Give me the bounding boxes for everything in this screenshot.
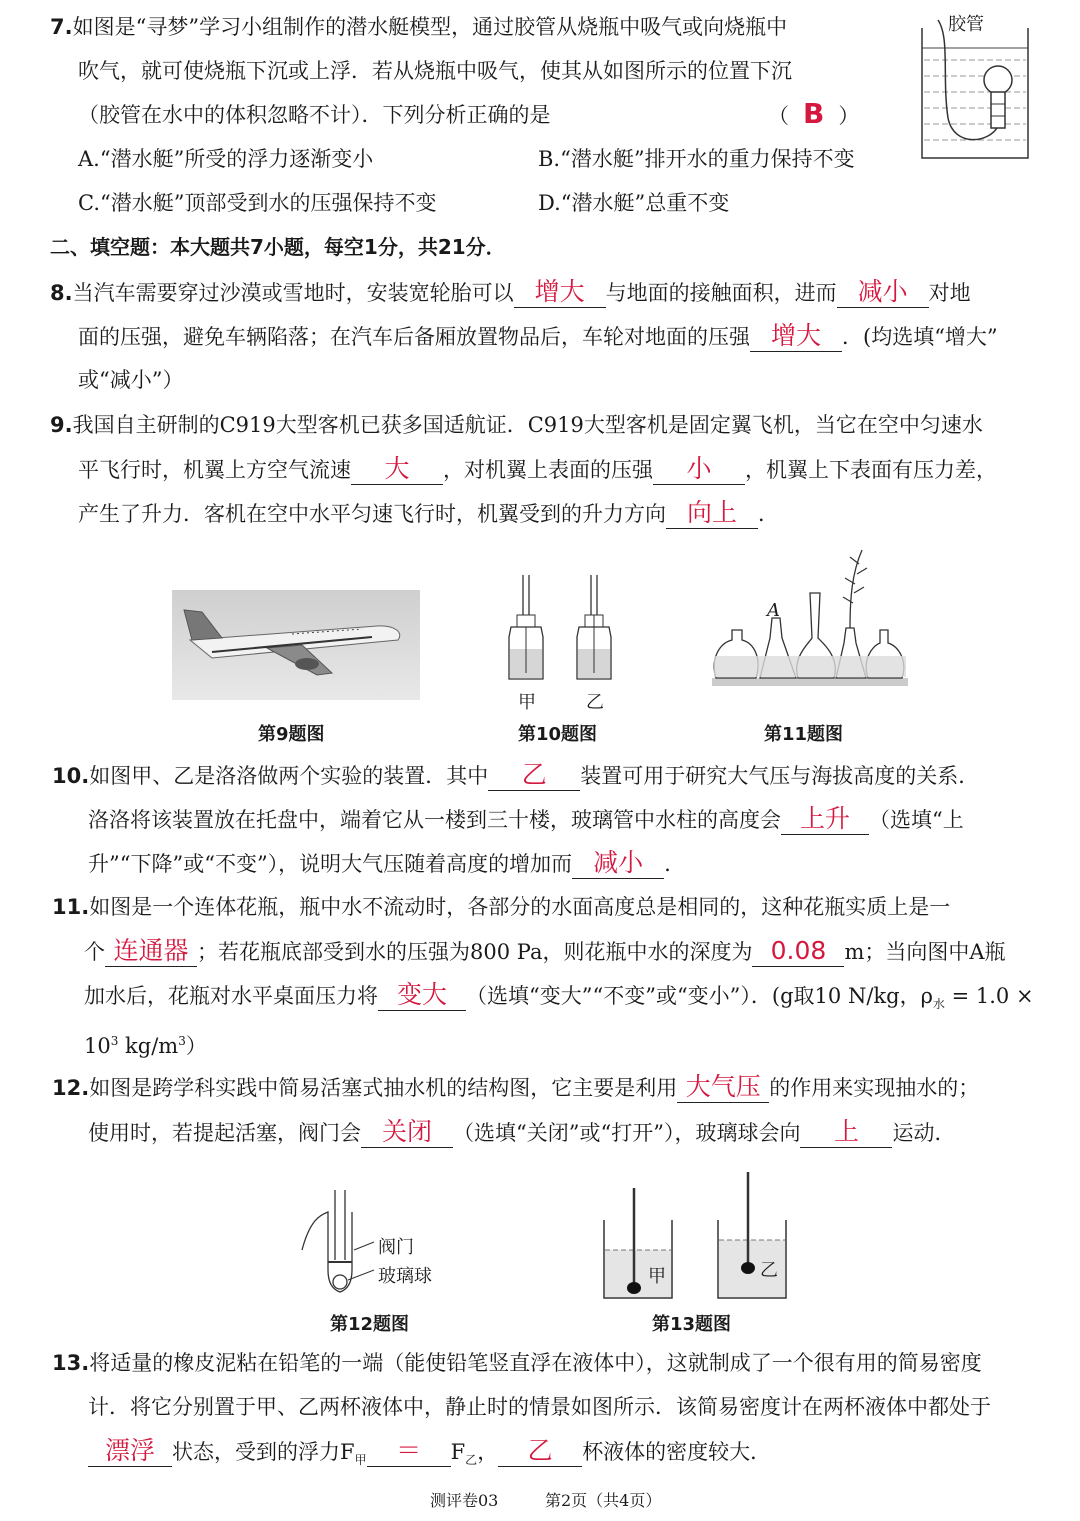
q9-blank-2[interactable]: 小 (653, 454, 745, 485)
q13-line2: 计．将它分别置于甲、乙两杯液体中，静止时的情景如图所示．该简易密度计在两杯液体中都处于 (88, 1395, 991, 1419)
q7-fig-label-tube: 胶管 (948, 14, 984, 35)
q9-airplane-photo (172, 590, 420, 700)
q7-option-d: D.“潜水艇”总重不变 (538, 191, 730, 215)
q10-line3: 升”“下降”或“不变”），说明大气压随着高度的增加而 减小 ． (88, 848, 686, 877)
q12-pump-figure (300, 1190, 390, 1320)
q8-blank-2[interactable]: 减小 (837, 277, 929, 308)
q11-blank-1[interactable]: 连通器 (105, 936, 197, 967)
q7-answer: B (803, 97, 825, 130)
q7-line3: （胶管在水中的体积忽略不计）．下列分析正确的是 (78, 103, 551, 127)
footer-test-id: 测评卷03 (430, 1491, 499, 1510)
question-number: 7. (50, 15, 73, 39)
q11-blank-3[interactable]: 变大 (378, 980, 466, 1011)
q13-blank-1[interactable]: 漂浮 (88, 1436, 172, 1467)
q7-option-b: B.“潜水艇”排开水的重力保持不变 (538, 147, 855, 171)
fig9-caption: 第9题图 (258, 724, 325, 745)
q12-blank-3[interactable]: 上 (800, 1117, 892, 1148)
q9-blank-1[interactable]: 大 (351, 454, 443, 485)
q9-blank-3[interactable]: 向上 (666, 498, 758, 529)
q8-line2: 面的压强，避免车辆陷落；在汽车后备厢放置物品后，车轮对地面的压强 增大 ．(均选填“增大” (78, 321, 998, 350)
section-heading: 二、填空题：本大题共7小题，每空1分，共21分． (50, 235, 506, 259)
q9-line1: 9.我国自主研制的C919大型客机已获多国适航证．C919大型客机是固定翼飞机，当它在空中匀速水 (50, 413, 983, 437)
q10-line1: 10.如图甲、乙是洛洛做两个实验的装置．其中 乙 装置可用于研究大气压与海拔高度的关系． (52, 760, 980, 789)
fig11-caption: 第11题图 (764, 724, 844, 745)
fig12-label-ball: 玻璃球 (378, 1266, 432, 1287)
fig13-label-jia: 甲 (648, 1266, 666, 1287)
q13-blank-2[interactable]: ＝ (367, 1436, 451, 1467)
footer-page-number: 第2页（共4页） (545, 1491, 662, 1510)
q8-blank-1[interactable]: 增大 (514, 277, 606, 308)
q13-beakers-figure (598, 1180, 798, 1300)
q13-blank-3[interactable]: 乙 (498, 1436, 582, 1467)
q10-bottles-figure (505, 575, 615, 685)
q12-blank-2[interactable]: 关闭 (361, 1117, 453, 1148)
q11-blank-2[interactable]: 0.08 (752, 936, 844, 967)
q9-line3: 产生了升力．客机在空中水平匀速飞行时，机翼受到的升力方向 向上 ． (78, 498, 779, 527)
fig10-caption: 第10题图 (518, 724, 598, 745)
q11-vase-figure (712, 548, 912, 688)
q13-line1: 13.将适量的橡皮泥粘在铅笔的一端（能使铅笔竖直浮在液体中），这就制成了一个很有用的简易密度 (52, 1351, 982, 1375)
q7-line1: 7.如图是“寻梦”学习小组制作的潜水艇模型，通过胶管从烧瓶中吸气或向烧瓶中 (50, 15, 788, 39)
q11-line1: 11.如图是一个连体花瓶，瓶中水不流动时，各部分的水面高度总是相同的，这种花瓶实质上是一 (52, 895, 951, 919)
q13-line3: 漂浮 状态，受到的浮力$F_甲 = F_乙$， 乙 杯液体的密度较大． (88, 1436, 771, 1475)
q10-blank-1[interactable]: 乙 (488, 760, 580, 791)
q12-line2: 使用时，若提起活塞，阀门会 关闭 （选填“关闭”或“打开”），玻璃球会向 上 运动． (88, 1117, 956, 1146)
fig11-label-a: A (767, 600, 780, 621)
q11-line3: 加水后，花瓶对水平桌面压力将 变大 （选填“变大”“不变”或“变小”）．(g取10 N/kg，$\rho_水 = 1.0$ × (84, 980, 1034, 1012)
fig13-label-yi: 乙 (760, 1260, 778, 1281)
q10-blank-2[interactable]: 上升 (781, 804, 869, 835)
q10-line2: 洛洛将该装置放在托盘中，端着它从一楼到三十楼，玻璃管中水柱的高度会 上升 （选填“上 (88, 804, 964, 833)
fig12-caption: 第12题图 (330, 1314, 410, 1335)
q8-line3: 或“减小”） (78, 368, 184, 392)
q7-answer-paren: （ B ） (768, 97, 860, 130)
q7-submarine-figure (920, 18, 1030, 158)
q8-line1: 8.当汽车需要穿过沙漠或雪地时，安装宽轮胎可以 增大 与地面的接触面积，进而 减小 对地 (50, 277, 971, 306)
q7-option-c: C.“潜水艇”顶部受到水的压强保持不变 (78, 191, 437, 215)
q12-blank-1[interactable]: 大气压 (677, 1072, 769, 1103)
q12-line1: 12.如图是跨学科实践中简易活塞式抽水机的结构图，它主要是利用 大气压 的作用来实现抽水的； (52, 1072, 980, 1101)
fig10-label-yi: 乙 (586, 692, 604, 713)
q11-line2: 个 连通器 ；若花瓶底部受到水的压强为800 Pa，则花瓶中水的深度为 0.08 m；当向图中A瓶 (84, 936, 1006, 965)
q11-line4: $10^3$ $kg/m^3$） (84, 1034, 207, 1058)
q9-line2: 平飞行时，机翼上方空气流速 大 ，对机翼上表面的压强 小 ，机翼上下表面有压力差， (78, 454, 997, 483)
fig10-label-jia: 甲 (518, 692, 536, 713)
fig12-label-valve: 阀门 (378, 1237, 414, 1258)
q8-blank-3[interactable]: 增大 (750, 321, 842, 352)
q7-option-a: A.“潜水艇”所受的浮力逐渐变小 (78, 147, 374, 171)
q10-blank-3[interactable]: 减小 (572, 848, 664, 879)
q7-line2: 吹气，就可使烧瓶下沉或上浮．若从烧瓶中吸气，使其从如图所示的位置下沉 (78, 59, 792, 83)
fig13-caption: 第13题图 (652, 1314, 732, 1335)
